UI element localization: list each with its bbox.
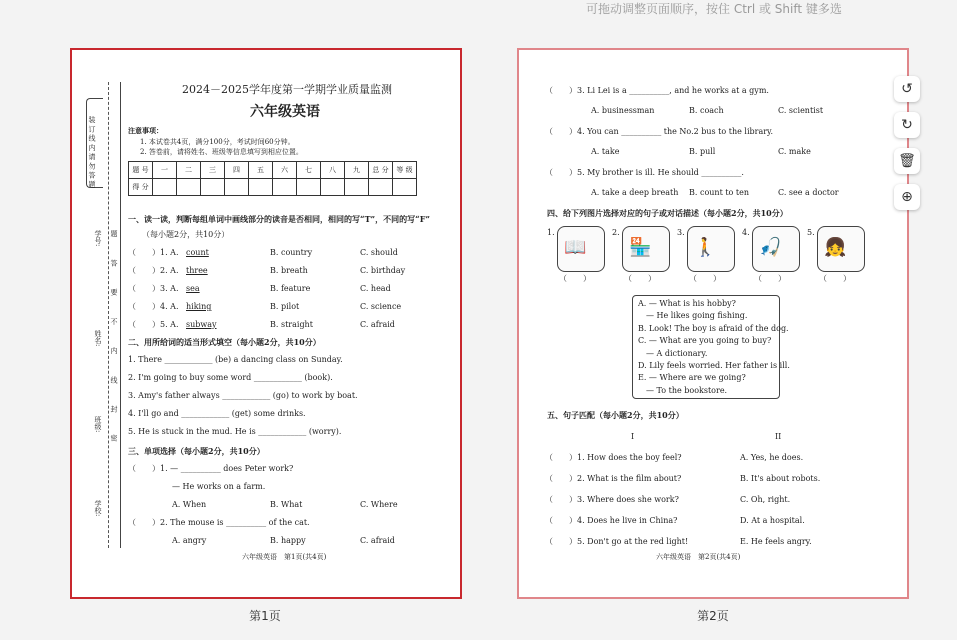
picture-icon: 🏪 xyxy=(629,237,652,258)
s3-question-1: （ ）1. — __________ does Peter work? xyxy=(128,464,294,473)
q5-opt-b: B. count to ten xyxy=(689,188,749,197)
picture-answer-option: A. — What is his hobby? xyxy=(638,299,736,308)
score-cell: 二 xyxy=(177,162,201,179)
delete-icon[interactable]: 🗑 xyxy=(894,148,920,174)
score-cell: 八 xyxy=(321,162,345,179)
side-field-number: 学号: xyxy=(94,230,102,247)
fill-blank-question: 4. I'll go and ____________ (get) some drinks. xyxy=(128,409,306,418)
q3-opt-c: C. scientist xyxy=(778,106,824,115)
score-cell: 总 分 xyxy=(369,162,393,179)
section1-subtitle: （每小题2分，共10分） xyxy=(142,230,230,239)
score-cell: 五 xyxy=(249,162,273,179)
s3-q1-opt-b: B. What xyxy=(270,500,303,509)
score-cell: 等 级 xyxy=(393,162,417,179)
score-table xyxy=(128,161,417,196)
side-field-class: 班级: xyxy=(94,416,102,433)
match-question: （ ）4. Does he live in China? xyxy=(545,516,678,525)
q3-question: （ ）3. Li Lei is a __________, and he works at a gym. xyxy=(545,86,769,95)
page-label-2: 第2页 xyxy=(697,609,729,623)
notice-title: 注意事项： xyxy=(128,126,163,135)
match-answer: D. At a hospital. xyxy=(740,516,805,525)
phonics-word-a: count xyxy=(186,248,209,257)
match-answer: E. He feels angry. xyxy=(740,537,812,546)
picture-number: 1. xyxy=(547,228,555,237)
score-cell: 三 xyxy=(201,162,225,179)
match-answer: A. Yes, he does. xyxy=(740,453,804,462)
picture-answer-option: C. — What are you going to buy? xyxy=(638,336,772,346)
phonics-question: （ ）5. A. xyxy=(128,320,179,329)
s3-question-2: （ ）2. The mouse is __________ of the cat. xyxy=(128,518,310,527)
score-cell: 得 分 xyxy=(129,179,153,196)
picture-2 xyxy=(622,226,670,272)
picture-1 xyxy=(557,226,605,272)
page-footer-1: 六年级英语 第1页(共4页) xyxy=(242,553,327,561)
q4-opt-b: B. pull xyxy=(689,147,716,156)
phonics-question: （ ）3. A. xyxy=(128,284,179,293)
side-field-name: 姓名: xyxy=(94,330,102,347)
exam-header: 2024－2025学年度第一学期学业质量监测 xyxy=(182,83,392,96)
phonics-question: （ ）2. A. xyxy=(128,266,179,275)
q4-opt-c: C. make xyxy=(778,147,811,156)
q3-opt-b: B. coach xyxy=(689,106,724,115)
score-cell: 六 xyxy=(273,162,297,179)
picture-number: 4. xyxy=(742,228,750,237)
drag-hint: 可拖动调整页面顺序，按住 Ctrl 或 Shift 键多选 xyxy=(586,2,842,16)
binding-line xyxy=(108,82,109,548)
side-bracket-text: 装 订 线 内 请 勿 答 题 xyxy=(88,116,96,188)
phonics-word-b: B. country xyxy=(270,248,313,257)
section4-title: 四、给下列图片选择对应的句子或对话描述（每小题2分，共10分） xyxy=(547,208,788,218)
exam-title: 六年级英语 xyxy=(250,104,320,120)
picture-5 xyxy=(817,226,865,272)
phonics-word-b: B. breath xyxy=(270,266,308,275)
phonics-word-a: sea xyxy=(186,284,200,293)
score-cell xyxy=(225,179,249,196)
phonics-word-c: C. science xyxy=(360,302,402,311)
picture-number: 5. xyxy=(807,228,815,237)
seal-text: 题 答 要 不 内 线 封 密 xyxy=(110,230,118,452)
score-cell xyxy=(273,179,297,196)
match-question: （ ）1. How does the boy feel? xyxy=(545,453,682,462)
phonics-question: （ ）4. A. xyxy=(128,302,179,311)
picture-answer-bracket: （ ） xyxy=(624,274,656,283)
q5-opt-a: A. take a deep breath xyxy=(591,188,679,197)
phonics-word-a: three xyxy=(186,266,208,275)
score-cell xyxy=(345,179,369,196)
picture-icon: 🎣 xyxy=(759,237,782,258)
page-label-1: 第1页 xyxy=(249,609,281,623)
phonics-word-a: hiking xyxy=(186,302,212,311)
column-1-header: I xyxy=(631,432,635,441)
side-field-school: 学校: xyxy=(94,500,102,517)
phonics-word-b: B. feature xyxy=(270,284,311,293)
phonics-word-c: C. should xyxy=(360,248,398,257)
score-cell: 九 xyxy=(345,162,369,179)
q4-opt-a: A. take xyxy=(591,147,620,156)
s3-question-1-reply: — He works on a farm. xyxy=(172,482,266,491)
picture-answer-option: — To the bookstore. xyxy=(638,385,728,395)
section5-title: 五、句子匹配（每小题2分，共10分） xyxy=(547,410,684,420)
score-cell xyxy=(297,179,321,196)
fill-blank-question: 1. There ____________ (be) a dancing class on Sunday. xyxy=(128,355,343,364)
phonics-word-b: B. straight xyxy=(270,320,313,329)
page-thumbnail-1[interactable] xyxy=(70,48,462,599)
picture-answer-bracket: （ ） xyxy=(559,274,591,283)
match-answer: C. Oh, right. xyxy=(740,495,791,504)
notice-2: 2. 答卷前，请将姓名、班级等信息填写到相应位置。 xyxy=(140,148,303,156)
picture-icon: 🚶 xyxy=(694,237,717,258)
picture-answer-option: E. — Where are we going? xyxy=(638,373,746,383)
score-cell xyxy=(153,179,177,196)
picture-answer-option: B. Look! The boy is afraid of the dog. xyxy=(638,323,789,333)
match-question: （ ）3. Where does she work? xyxy=(545,495,679,504)
score-cell xyxy=(321,179,345,196)
page-footer-2: 六年级英语 第2页(共4页) xyxy=(656,553,741,561)
column-2-header: II xyxy=(775,432,782,441)
phonics-question: （ ）1. A. xyxy=(128,248,179,257)
score-cell: 七 xyxy=(297,162,321,179)
picture-icon: 📖 xyxy=(564,237,587,258)
section3-title: 三、单项选择（每小题2分，共10分） xyxy=(128,446,265,456)
picture-answer-option: — He likes going fishing. xyxy=(638,311,748,321)
score-cell xyxy=(249,179,273,196)
score-cell xyxy=(201,179,225,196)
phonics-word-c: C. birthday xyxy=(360,266,406,275)
rotate-right-icon[interactable]: ↻ xyxy=(894,112,920,138)
q4-question: （ ）4. You can __________ the No.2 bus to the library. xyxy=(545,127,774,136)
picture-number: 2. xyxy=(612,228,620,237)
match-answer: B. It's about robots. xyxy=(740,474,821,483)
score-cell xyxy=(393,179,417,196)
s3-q1-opt-a: A. When xyxy=(172,500,207,509)
phonics-word-c: C. afraid xyxy=(360,320,395,329)
notice-1: 1. 本试卷共4页，满分100分，考试时间60分钟。 xyxy=(140,138,295,146)
fill-blank-question: 3. Amy's father always ____________ (go) to work by boat. xyxy=(128,391,358,400)
phonics-word-b: B. pilot xyxy=(270,302,300,311)
section1-title: 一、读一读，判断每组单词中画线部分的读音是否相同，相同的写“T”，不同的写“F” xyxy=(128,214,431,224)
rotate-left-icon[interactable]: ↺ xyxy=(894,76,920,102)
picture-number: 3. xyxy=(677,228,685,237)
s3-q2-opt-a: A. angry xyxy=(172,536,207,545)
picture-answer-bracket: （ ） xyxy=(689,274,721,283)
score-cell: 四 xyxy=(225,162,249,179)
s3-q1-opt-c: C. Where xyxy=(360,500,398,509)
score-cell xyxy=(177,179,201,196)
add-page-icon[interactable]: ⊕ xyxy=(894,184,920,210)
phonics-word-c: C. head xyxy=(360,284,391,293)
picture-answer-option: — A dictionary. xyxy=(638,348,708,358)
fill-blank-question: 2. I'm going to buy some word ____________ (book). xyxy=(128,373,333,382)
match-question: （ ）2. What is the film about? xyxy=(545,474,682,483)
q5-opt-c: C. see a doctor xyxy=(778,188,839,197)
picture-answer-bracket: （ ） xyxy=(819,274,851,283)
score-cell xyxy=(369,179,393,196)
phonics-word-a: subway xyxy=(186,320,217,329)
s3-q2-opt-c: C. afraid xyxy=(360,536,395,545)
match-question: （ ）5. Don't go at the red light! xyxy=(545,537,689,546)
section2-title: 二、用所给词的适当形式填空（每小题2分，共10分） xyxy=(128,337,321,347)
score-cell: 题 号 xyxy=(129,162,153,179)
score-cell: 一 xyxy=(153,162,177,179)
picture-answer-option: D. Lily feels worried. Her father is ill. xyxy=(638,361,790,370)
picture-icon: 👧 xyxy=(824,237,847,258)
fill-blank-question: 5. He is stuck in the mud. He is ____________ (worry). xyxy=(128,427,342,436)
picture-answer-bracket: （ ） xyxy=(754,274,786,283)
seal-line xyxy=(120,82,121,548)
q5-question: （ ）5. My brother is ill. He should __________. xyxy=(545,168,744,177)
s3-q2-opt-b: B. happy xyxy=(270,536,306,545)
page-thumbnail-2[interactable] xyxy=(517,48,909,599)
q3-opt-a: A. businessman xyxy=(591,106,655,115)
picture-4 xyxy=(752,226,800,272)
picture-3 xyxy=(687,226,735,272)
